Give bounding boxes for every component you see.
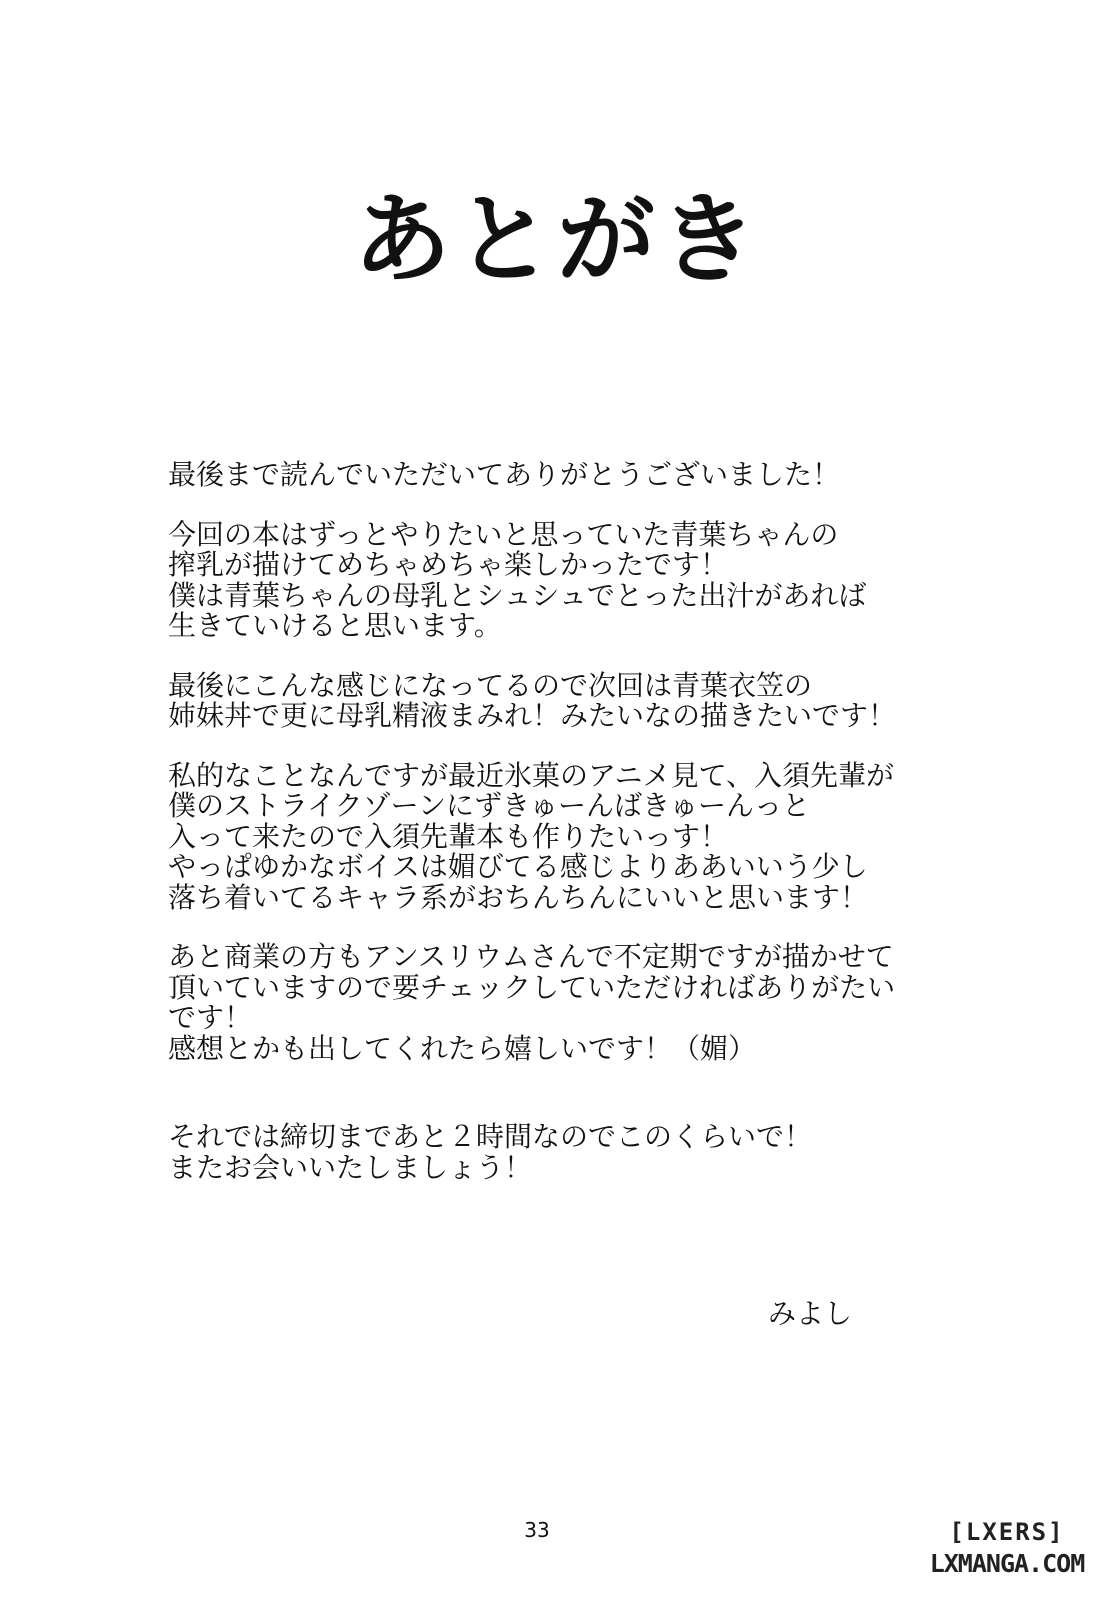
text-line: やっぱゆかなボイスは媚びてる感じよりああいいう少し <box>168 850 868 883</box>
author-signature: みよし <box>768 1297 853 1330</box>
watermark <box>912 1516 1102 1586</box>
text-line: 最後まで読んでいただいてありがとうございました！ <box>168 458 841 491</box>
text-line: 僕のストライクゾーンにずきゅーんばきゅーんっと <box>168 789 811 822</box>
watermark-group: [LXERS] <box>949 1518 1065 1546</box>
text-line: またお会いいたしましょう！ <box>168 1150 533 1184</box>
text-line: 生きていけると思います。 <box>168 609 502 642</box>
paragraph-next-time <box>168 668 998 732</box>
afterword-body <box>168 460 998 1183</box>
text-line: 私的なことなんですが最近氷菓のアニメ見て、入須先輩が <box>168 758 895 792</box>
text-line: 最後にこんな感じになってるので次回は青葉衣笠の <box>168 668 813 702</box>
text-line: 頂いていますので要チェックしていただければありがたい <box>168 970 896 1004</box>
text-line: それでは締切まであと２時間なのでこのくらいで！ <box>168 1120 813 1153</box>
page-title: あとがき <box>352 183 761 297</box>
watermark-site: LXMANGA.COM <box>929 1549 1085 1578</box>
text-line: 感想とかも出してくれたら嬉しいです！（媚） <box>168 1031 757 1065</box>
paragraph-commercial <box>168 942 998 1064</box>
text-line: 搾乳が描けてめちゃめちゃ楽しかったです！ <box>168 548 729 581</box>
paragraph-personal <box>168 758 998 914</box>
text-line: 入って来たので入須先輩本も作りたいっす！ <box>168 819 729 853</box>
text-line: です！ <box>168 1001 253 1034</box>
paragraph-closing <box>168 1122 998 1183</box>
paragraph-this-book <box>168 517 998 642</box>
text-line: 落ち着いてるキャラ系がおちんちんにいいと思います！ <box>168 880 869 914</box>
paragraph-thanks <box>168 460 998 491</box>
text-line: あと商業の方もアンスリウムさんで不定期ですが描かせて <box>168 940 894 973</box>
text-line: 僕は青葉ちゃんの母乳とシュシュでとった出汁があれば <box>168 578 867 612</box>
page-number: 33 <box>524 1518 550 1542</box>
text-line: 今回の本はずっとやりたいと思っていた青葉ちゃんの <box>168 517 839 551</box>
text-line: 姉妹丼で更に母乳精液まみれ！みたいなの描きたいです！ <box>168 699 897 732</box>
